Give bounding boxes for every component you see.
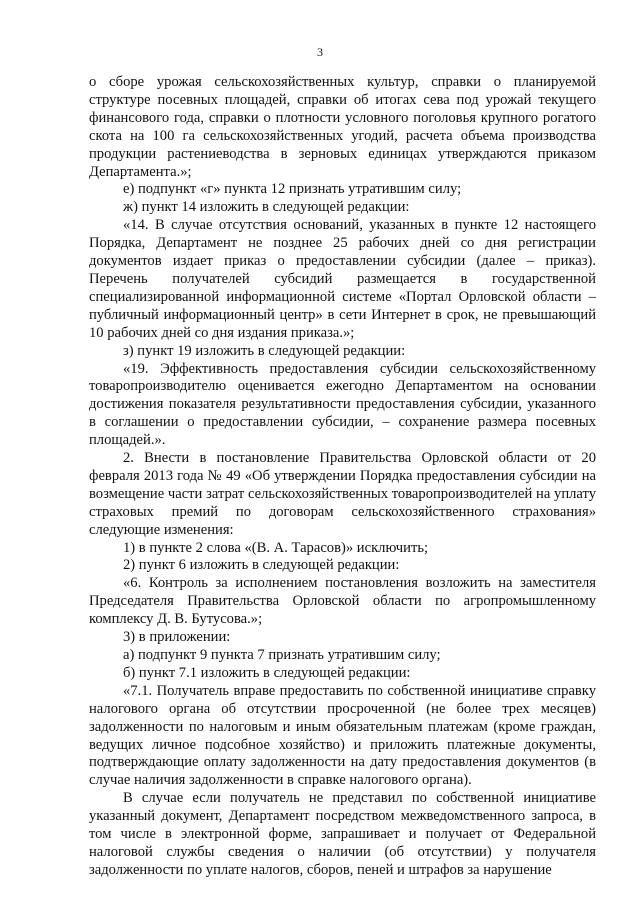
page-number: 3 [317,45,323,59]
paragraph-section-2: 2. Внести в постановление Правительства Орловской области от 20 февраля 2013 года № 49 «Об утверждении Порядка предоставления субсидии на возмещение части затрат сельскохозяйственных товаропроизводителей на уплату страховых премий по договорам сельскохозяйственного страхования» следующие изменения: [89,450,596,538]
paragraph-item-zh: ж) пункт 14 изложить в следующей редакции: [123,199,410,216]
paragraph-interagency-request: В случае если получатель не представил по собственной инициативе указанный документ, Департамент посредством межведомственного запроса, в том числе в электронной форме, запрашивает и получает от Федеральной налоговой службы сведения о наличии (об отсутствии) у получателя задолженности по уплате налогов, сборов, пеней и штрафов за нарушение [89,790,596,878]
paragraph-item-b: б) пункт 7.1 изложить в следующей редакции: [123,664,411,681]
paragraph-point-19: «19. Эффективность предоставления субсидии сельскохозяйственному товаропроизводителю оценивается ежегодно Департаментом на основании достижения показателя результативности предоставления субсидии, указанного в соглашении о предоставлении субсидии, – сохранение размера посевных площадей.». [89,360,596,449]
document-body [89,74,596,880]
paragraph-item-2: 2) пункт 6 изложить в следующей редакции: [123,557,400,574]
paragraph-point-7-1: «7.1. Получатель вправе предоставить по собственной инициативе справку налогового органа об отсутствии просроченной (не более трех месяцев) задолженности по налоговым и иным обязательным платежам (кроме граждан, ведущих личное подсобное хозяйство) и приложить платежные документы, подтверждающие оплату задолженности на дату предоставления документов (в случае наличия задолженности в справке налогового органа). [89,682,596,789]
paragraph-item-a: а) подпункт 9 пункта 7 признать утратившим силу; [123,647,441,663]
paragraph-item-z: з) пункт 19 изложить в следующей редакции: [123,342,406,359]
paragraph-point-6: «6. Контроль за исполнением постановления возложить на заместителя Председателя Правительства Орловской области по агропромышленному комплексу Д. В. Бутусова.»; [89,575,596,628]
paragraph-item-e: е) подпункт «г» пункта 12 признать утратившим силу; [123,181,462,198]
paragraph-item-1: 1) в пункте 2 слова «(В. А. Тарасов)» исключить; [123,539,429,556]
paragraph-continuation: о сборе урожая сельскохозяйственных культур, справки о планируемой структуре посевных площадей, справки об итогах сева под урожай текущего финансового года, справки о плотности условного поголовья крупного рогатого скота на 100 га сельскохозяйственных угодий, расчета объема производства продукции растениеводства в зерновых единицах утверждаются приказом Департамента.»; [89,74,596,180]
paragraph-point-14: «14. В случае отсутствия оснований, указанных в пункте 12 настоящего Порядка, Департамент не позднее 25 рабочих дней со дня регистрации документов издает приказ о предоставлении субсидии (далее – приказ). Перечень получателей субсидий размещается в государственной специализированной информационной системе «Портал Орловской области – публичный информационный центр» в сети Интернет в срок, не превышающий 10 рабочих дней со дня издания приказа.»; [89,217,596,341]
paragraph-item-3: 3) в приложении: [123,629,231,646]
